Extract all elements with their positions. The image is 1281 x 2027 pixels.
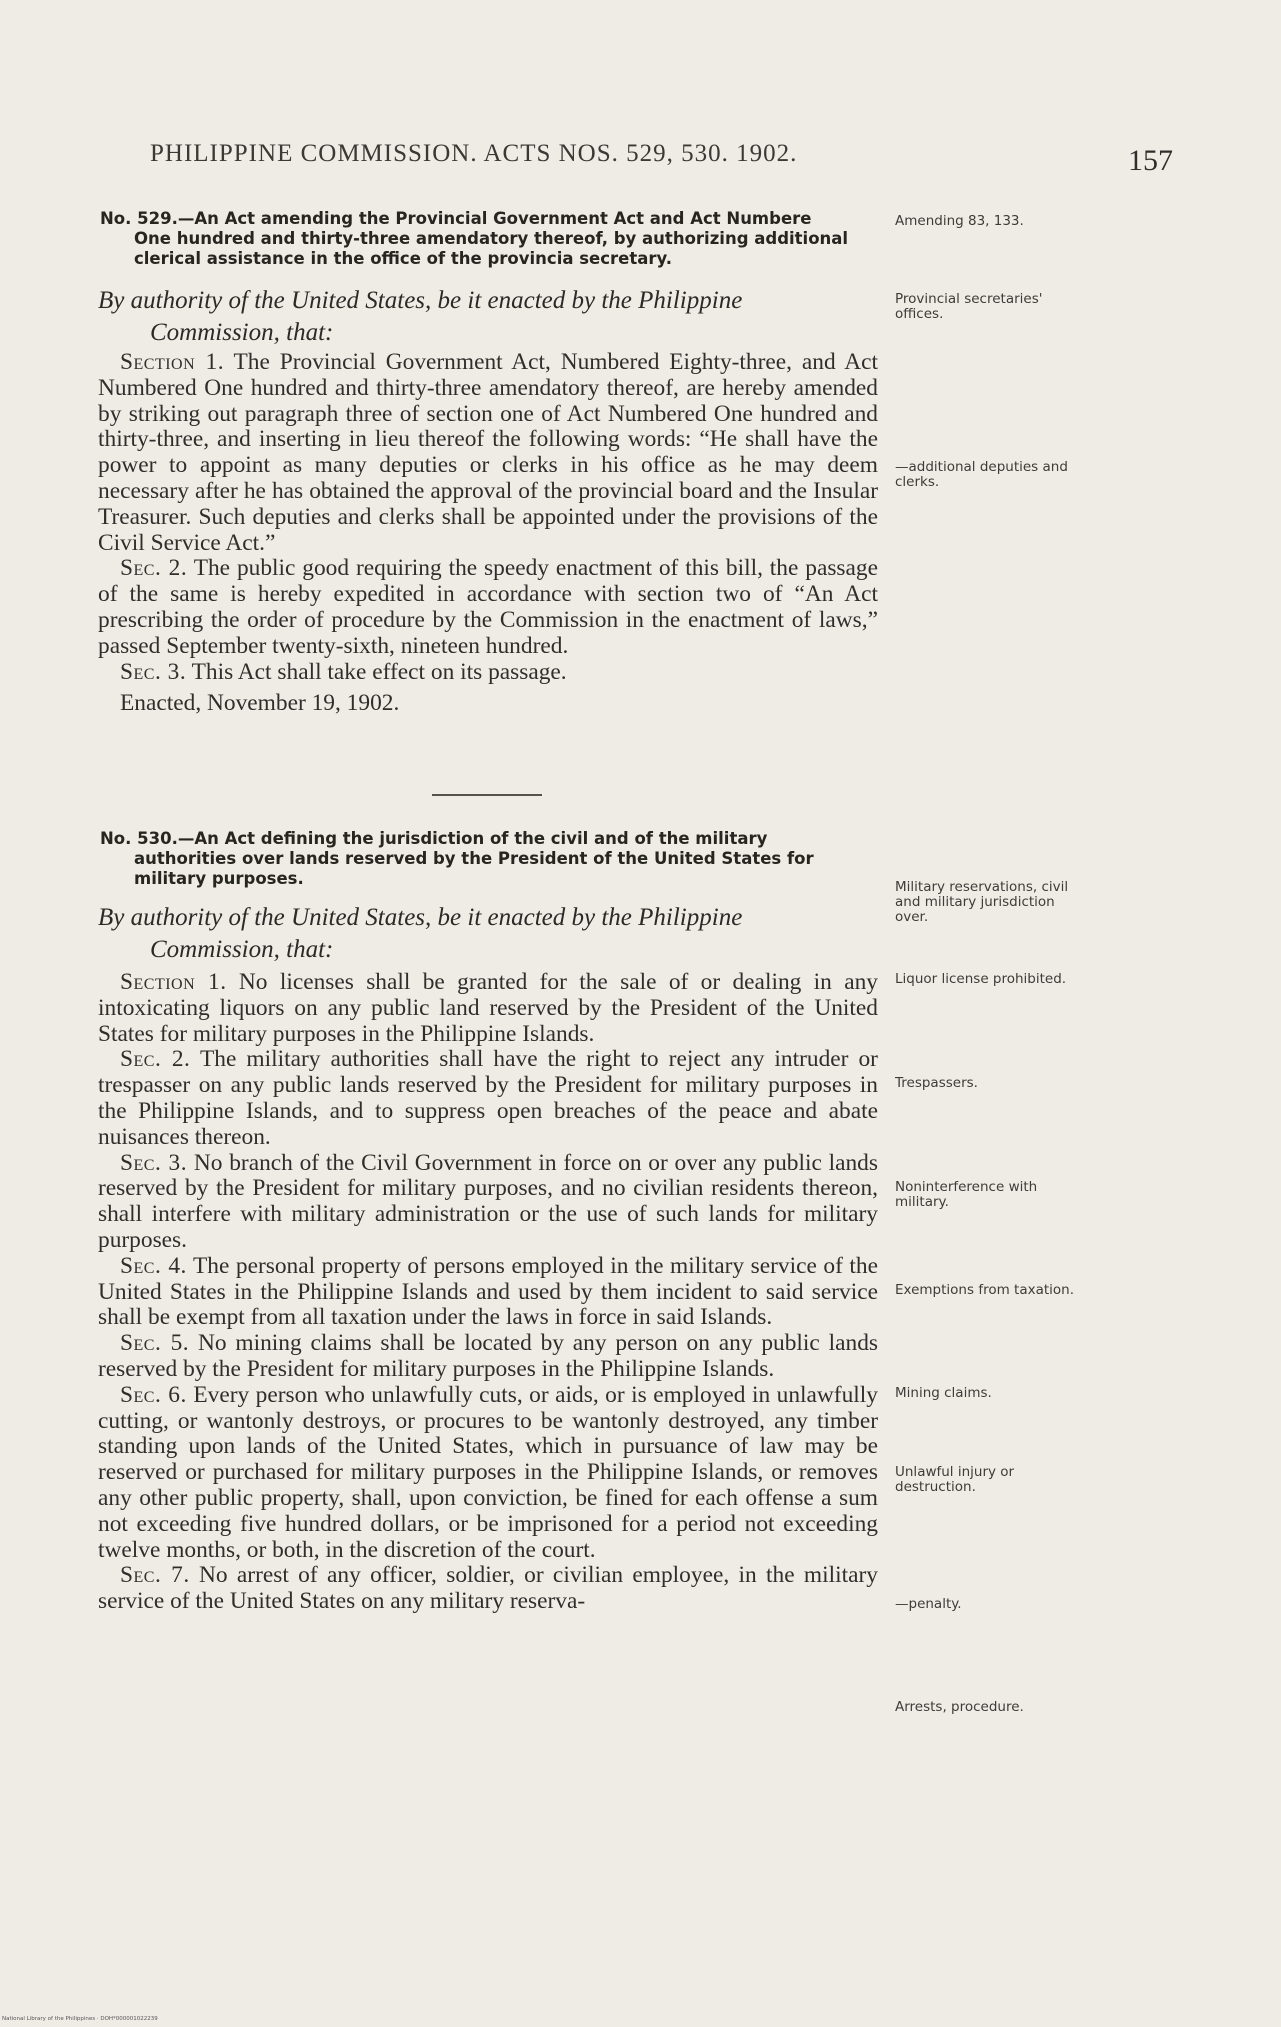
act-529-section-2 (98, 556, 878, 659)
act-529-enacting-line2: Commission, that: (150, 319, 334, 346)
sidenote-liquor-license: Liquor license prohibited. (895, 971, 1067, 987)
act-530-enacting-clause (98, 902, 878, 966)
section-text: The personal property of persons employed in the military service of the United States in the Philippine Islands and used by them incident to said service shall be exempt from all taxation under the laws in force in said Islands. (98, 1252, 878, 1331)
section-label: Sec. 3. (120, 658, 187, 685)
sidenote-amending: Amending 83, 133. (895, 213, 1024, 229)
sidenote-unlawful-injury: Unlawful injury or destruction. (895, 1464, 1015, 1495)
act-530-heading-line1: No. 530.—An Act defining the jurisdiction of the civil and of the military (100, 829, 768, 848)
act-530-section-3 (98, 1151, 878, 1254)
sidenote-provincial-offices: Provincial secretaries' offices. (895, 291, 1043, 322)
sidenote-trespassers: Trespassers. (895, 1075, 978, 1091)
sidenote-military-reservations: Military reservations, civil and military jurisdiction over. (895, 879, 1069, 925)
sidenote-exemptions: Exemptions from taxation. (895, 1282, 1075, 1298)
section-label: Sec. 4. (120, 1252, 187, 1279)
section-text: The Provincial Government Act, Numbered Eighty-three, and Act Numbered One hundred and thirty-three amendatory thereof, are hereby amended by striking out paragraph three of section one of Act Numbered One hundred and thirty-three, and inserting in lieu thereof the following words: “He shall have the power to appoint as many deputies or clerks in his office as he may deem necessary after he has obtained the approval of the provincial board and the Insular Treasurer. Such deputies and clerks shall be appointed under the provisions of the Civil Service Act.” (98, 349, 878, 556)
act-530-section-2 (98, 1047, 878, 1150)
act-530-body (98, 970, 878, 1615)
section-text: No branch of the Civil Government in force on or over any public lands reserved by the President for military purposes, and no civilian residents thereon, shall interfere with military administration or the use of such lands for military purposes. (98, 1149, 878, 1253)
act-530-section-1 (98, 970, 878, 1047)
section-label: Sec. 2. (120, 1046, 191, 1073)
sidenote-noninterference: Noninterference with military. (895, 1179, 1038, 1210)
act-530-enacting-line1: By authority of the United States, be it enacted by the Philippine (98, 904, 743, 931)
sidenote-penalty: —penalty. (895, 1596, 962, 1612)
act-530-section-7 (98, 1563, 878, 1615)
act-529-enacting-clause (98, 285, 878, 349)
section-label: Sec. 2. (120, 555, 188, 582)
section-divider (432, 794, 542, 796)
act-529-enacting-line1: By authority of the United States, be it enacted by the Philippine (98, 287, 743, 314)
section-text: The military authorities shall have the right to reject any intruder or trespasser on any public lands reserved by the President for military purposes in the Philippine Islands, and to suppress open breaches of the peace and abate nuisances thereon. (98, 1046, 878, 1150)
page-number: 157 (1128, 144, 1173, 177)
act-529-body (98, 350, 878, 717)
section-text: The public good requiring the speedy enactment of this bill, the passage of the same is hereby expedited in accordance with section two of “An Act prescribing the order of procedure by the Commission in the enactment of laws,” passed September twenty-sixth, nineteen hundred. (98, 555, 878, 659)
section-label: Sec. 6. (120, 1381, 187, 1408)
act-530-section-4 (98, 1254, 878, 1331)
sidenote-additional-deputies: —additional deputies and clerks. (895, 459, 1068, 490)
section-label: Section 1. (120, 349, 225, 375)
act-530-heading-line2: authorities over lands reserved by the President of the United States for military purposes. (134, 849, 814, 888)
act-529-section-3 (98, 660, 878, 686)
act-530-section-6 (98, 1383, 878, 1564)
section-text: No mining claims shall be located by any person on any public lands reserved by the President for military purposes in the Philippine Islands. (98, 1330, 878, 1382)
section-text: This Act shall take effect on its passage. (191, 658, 567, 685)
act-529-enacted-date: Enacted, November 19, 1902. (120, 690, 400, 717)
section-text: No arrest of any officer, soldier, or civilian employee, in the military service of the United States on any military reserva- (98, 1562, 878, 1615)
scan-footer-tag: National Library of the Philippines · DOH*000001022239 (2, 2016, 158, 2022)
act-529-section-1 (98, 350, 878, 556)
section-label: Section 1. (120, 969, 227, 995)
sidenote-arrests: Arrests, procedure. (895, 1699, 1024, 1715)
act-530-heading (100, 829, 875, 889)
sidenote-mining-claims: Mining claims. (895, 1385, 992, 1401)
act-529-heading (100, 209, 875, 269)
section-label: Sec. 7. (120, 1562, 190, 1589)
section-text: Every person who unlawfully cuts, or aids, or is employed in unlawfully cutting, or wantonly destroys, or procures to be wantonly destroyed, any timber standing upon lands of the United States, which in pursuance of law may be reserved or purchased for military purposes in the Philippine Islands, or removes any other public property, shall, upon conviction, be fined for each offense a sum not exceeding five hundred dollars, or be imprisoned for a period not exceeding twelve months, or both, in the discretion of the court. (98, 1381, 878, 1563)
act-529-heading-line2: One hundred and thirty-three amendatory thereof, by authorizing additional clerical assistance in the office of the provincia secretary. (134, 229, 849, 268)
act-529-heading-line1: No. 529.—An Act amending the Provincial Government Act and Act Numbere (100, 209, 818, 228)
running-head: PHILIPPINE COMMISSION. ACTS NOS. 529, 530. 1902. (150, 140, 798, 167)
act-530-enacting-line2: Commission, that: (150, 936, 334, 963)
act-530-section-5 (98, 1331, 878, 1383)
section-label: Sec. 5. (120, 1330, 190, 1357)
section-label: Sec. 3. (120, 1149, 188, 1176)
section-text: No licenses shall be granted for the sale of or dealing in any intoxicating liquors on any public land reserved by the President of the United States for military purposes in the Philippine Islands. (98, 969, 878, 1047)
